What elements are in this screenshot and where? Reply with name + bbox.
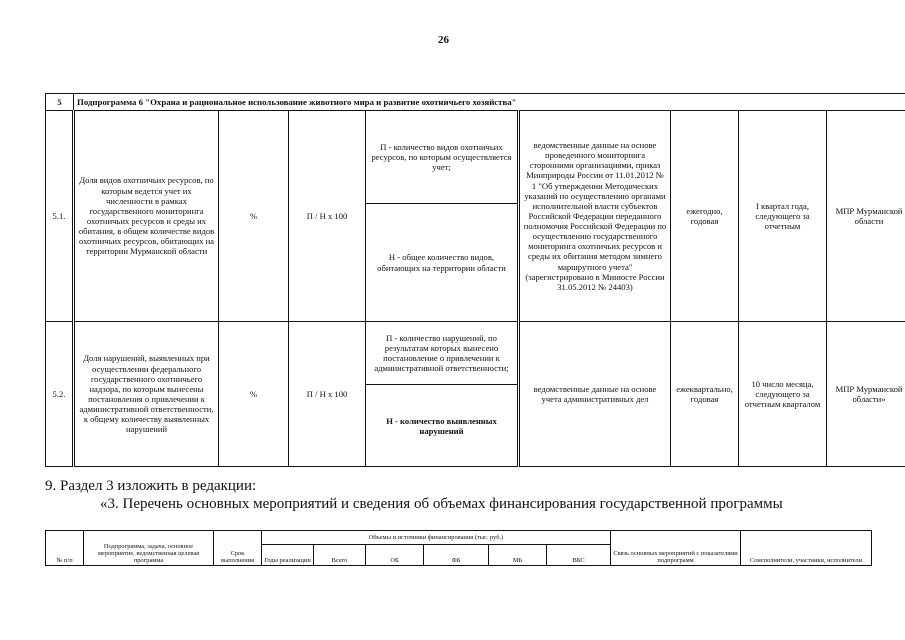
col-total: Всего [314, 545, 366, 566]
frequency: ежегодно, годовая [671, 111, 739, 322]
n-definition: Н - общее количество видов, обитающих на территории области [366, 204, 519, 322]
col-mb: МБ [489, 545, 547, 566]
row-num: 5.2. [46, 322, 74, 467]
col-num: № п/п [46, 531, 84, 566]
formula: П / Н х 100 [289, 322, 366, 467]
indicators-table [45, 93, 905, 467]
col-vbs: ВБС [547, 545, 611, 566]
responsible: МПР Мурманской области» [827, 322, 905, 467]
data-source: ведомственные данные на основе проведенного мониторинга сторонними организациями, приказ Минприроды России от 11.01.2012 № 1 "Об утверждении Методических указаний по осуществлению органами исполнительной власти субъектов Российской Федерации переданного полномочия Российской Федерации по осуществлению государственного мониторинга охотничьих ресурсов и среды их обитания методом зимнего маршрутного учета" (зарегистрировано в Минюсте России 31.05.2012 № 24403) [519, 111, 671, 322]
table-row [46, 111, 905, 204]
col-link: Связь основных мероприятий с показателями подпрограмм [611, 531, 741, 566]
p-definition: П - количество видов охотничьих ресурсов, по которым осуществляется учет; [366, 111, 519, 204]
deadline: 10 число месяца, следующего за отчетным кварталом [739, 322, 827, 467]
financing-table-header [45, 530, 872, 566]
col-years: Годы реализации [262, 545, 314, 566]
row-num: 5.1. [46, 111, 74, 322]
indicator-name: Доля видов охотничьих ресурсов, по которым ведется учет их численности в рамках государственного мониторинга охотничьих ресурсов и среды их обитания, в общем количестве видов охотничьих ресурсов, обитающих на территории Мурманской области [74, 111, 219, 322]
indicator-name: Доля нарушений, выявленных при осуществлении федерального государственного охотничьего надзора, по которым вынесены постановления о привлечении к административной ответственности, к общему количеству выявленных нарушений [74, 322, 219, 467]
frequency: ежеквартально, годовая [671, 322, 739, 467]
subprogram-num: 5 [46, 94, 74, 111]
col-term: Срок выполнения [214, 531, 262, 566]
col-executors: Соисполнители, участники, исполнители [741, 531, 872, 566]
responsible: МПР Мурманской области [827, 111, 905, 322]
subprogram-row [46, 94, 905, 111]
n-definition: Н - количество выявленных нарушений [366, 385, 519, 467]
page-number: 26 [438, 34, 449, 46]
deadline: I квартал года, следующего за отчетным [739, 111, 827, 322]
formula: П / Н х 100 [289, 111, 366, 322]
col-program: Подпрограмма, задача, основное мероприятие, ведомственная целевая программа [84, 531, 214, 566]
table-row [46, 322, 905, 385]
subprogram-title: Подпрограмма 6 "Охрана и рациональное использование животного мира и развитие охотничьего хозяйства" [74, 94, 905, 111]
data-source: ведомственные данные на основе учета административных дел [519, 322, 671, 467]
section-3-title: «3. Перечень основных мероприятий и сведения об объемах финансирования государственной программы [100, 496, 783, 512]
unit: % [219, 322, 289, 467]
unit: % [219, 111, 289, 322]
col-fb: ФБ [424, 545, 489, 566]
section-9-heading: 9. Раздел 3 изложить в редакции: [45, 478, 257, 494]
p-definition: П - количество нарушений, по результатам которых вынесено постановление о привлечении к административной ответственности; [366, 322, 519, 385]
col-ob: ОБ [366, 545, 424, 566]
col-financing-group: Объемы и источники финансирования (тыс. руб.) [262, 531, 611, 545]
